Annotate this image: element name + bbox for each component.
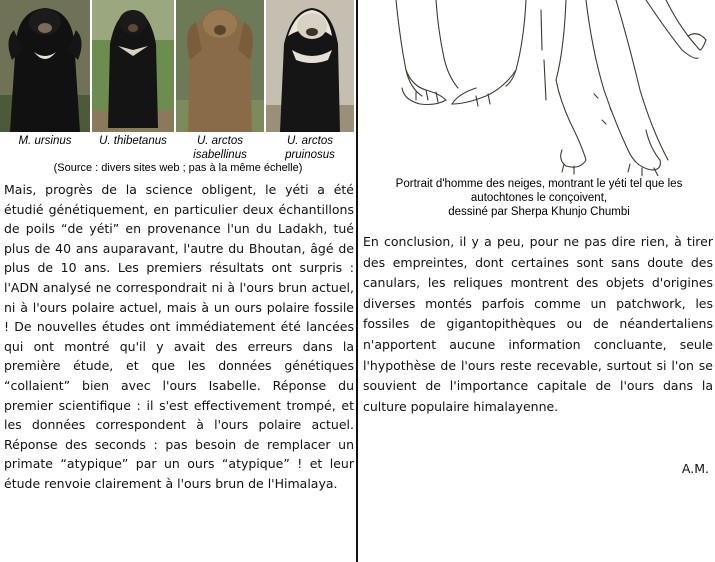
photo-sloth-bear (0, 0, 90, 132)
left-article-text (4, 180, 354, 494)
photo-caption: U. arctos pruinosus (285, 135, 335, 161)
photo-isabelline-bear (176, 0, 264, 132)
photo-source: (Source : divers sites web ; pas à la même échelle) (53, 162, 303, 174)
photo-caption: U. arctos isabellinus (193, 135, 247, 161)
photo-asian-black-bear (92, 0, 174, 132)
yeti-drawing (366, 0, 715, 176)
drawing-caption-line: dessiné par Sherpa Khunjo Chumbi (448, 206, 630, 218)
author-signature: A.M. (681, 461, 709, 476)
photo-tibetan-blue-bear (266, 0, 354, 132)
paragraph: En conclusion, il y a peu, pour ne pas dire rien, à tirer des empreintes, dont certaines sont sans doute des canulars, les reliques montrent des objets d'origines diverses montés parfois comme un patchwork, les fossiles de gigantopithèques ou de néandertaliens n'apportent aucune information concluante, seule l'hypothèse de l'ours reste recevable, surtout si l'on se souvient de l'importance capitale de l'ours dans la culture populaire himalayenne. (363, 234, 713, 414)
drawing-caption-line: Portrait d'homme des neiges, montrant le yéti tel que les (395, 178, 683, 190)
column-divider (356, 0, 358, 562)
photo-caption: U. thibetanus (99, 135, 167, 147)
conclusion-text (363, 232, 713, 417)
drawing-caption-line: autochtones le conçoivent, (470, 192, 608, 204)
paragraph: Mais, progrès de la science obligent, le yéti a été étudié génétiquement, en particulier deux échantillons de poils “de yéti” en provenance l'un du Ladakh, tué plus de 40 ans auparavant, l'autre du Bhoutan, âgé de plus de 10 ans. Les premiers résultats ont surpris : l'ADN analysé ne correspondrait ni à l'ours brun actuel, ni à l'ours polaire actuel, mais à un ours polaire fossile ! De nouvelles études ont immédiatement été lancées qui ont montré qu'il y avait des erreurs dans la première étude, et que les données génétiques “collaient” bien avec l'ours Isabelle. Réponse du premier scientifique : il s'est effectivement trompé, et les données correspondent à l'ours polaire actuel. Réponse des seconds : pas besoin de remplacer un primate “atypique” par un ours “atypique” ! et leur étude renvoie clairement à l'ours brun de l'Himalaya. (4, 182, 354, 491)
drawing-caption (364, 177, 714, 219)
photo-caption: M. ursinus (18, 135, 72, 147)
